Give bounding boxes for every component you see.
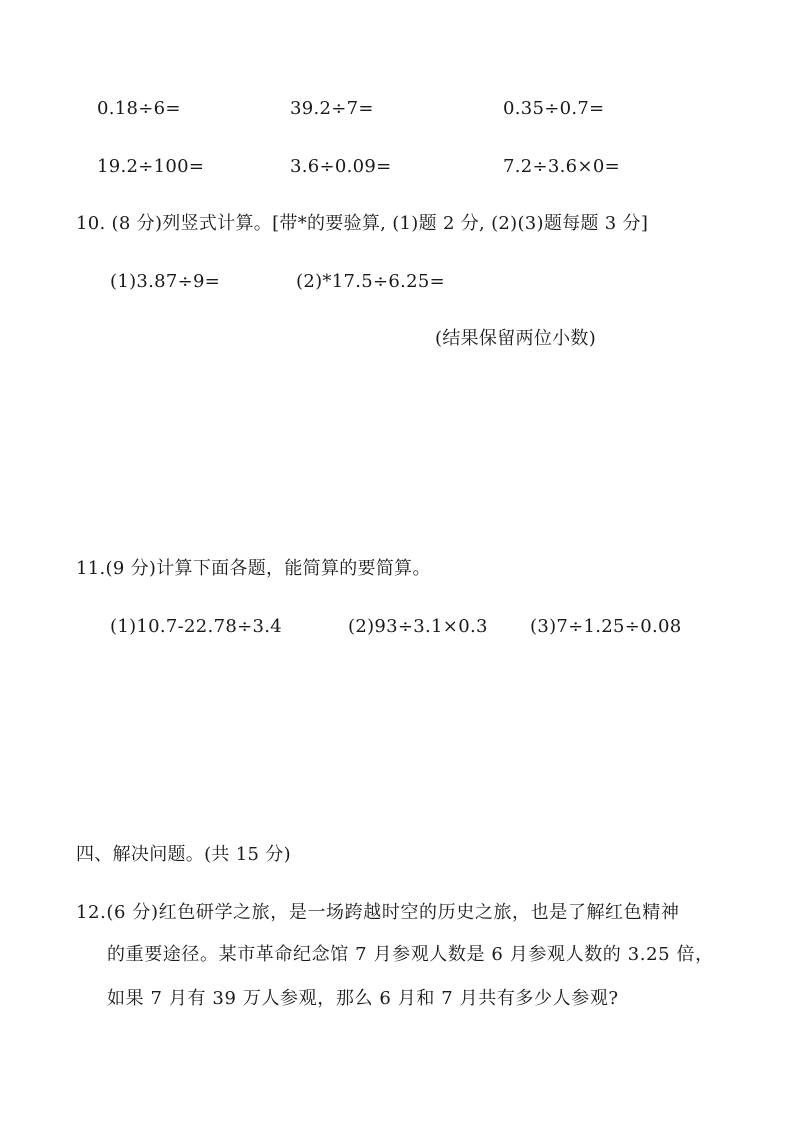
question-11-item: (2)93÷3.1×0.3 [348,616,488,637]
question-11-item: (1)10.7-22.78÷3.4 [110,616,282,637]
oral-calc-item: 19.2÷100= [97,156,205,177]
oral-calc-item: 39.2÷7= [290,98,374,119]
section-4-heading: 四、解决问题。(共 15 分) [76,844,291,865]
question-10-item: (2)*17.5÷6.25= [296,271,446,292]
question-11-item: (3)7÷1.25÷0.08 [530,616,682,637]
question-10-note: (结果保留两位小数) [435,328,597,349]
question-11-heading: 11.(9 分)计算下面各题，能简算的要简算。 [76,558,431,579]
oral-calc-item: 0.35÷0.7= [503,98,605,119]
question-10-heading: 10. (8 分)列竖式计算。[带*的要验算, (1)题 2 分, (2)(3)题每题 3 分] [76,213,649,234]
oral-calc-item: 3.6÷0.09= [290,156,392,177]
question-12-line: 的重要途径。某市革命纪念馆 7 月参观人数是 6 月参观人数的 3.25 倍， [107,944,714,965]
oral-calc-item: 7.2÷3.6×0= [503,156,620,177]
question-10-item: (1)3.87÷9= [110,271,221,292]
question-12-line: 如果 7 月有 39 万人参观，那么 6 月和 7 月共有多少人参观? [107,988,619,1009]
question-12-line: 12.(6 分)红色研学之旅，是一场跨越时空的历史之旅，也是了解红色精神 [76,902,680,923]
oral-calc-item: 0.18÷6= [97,98,181,119]
